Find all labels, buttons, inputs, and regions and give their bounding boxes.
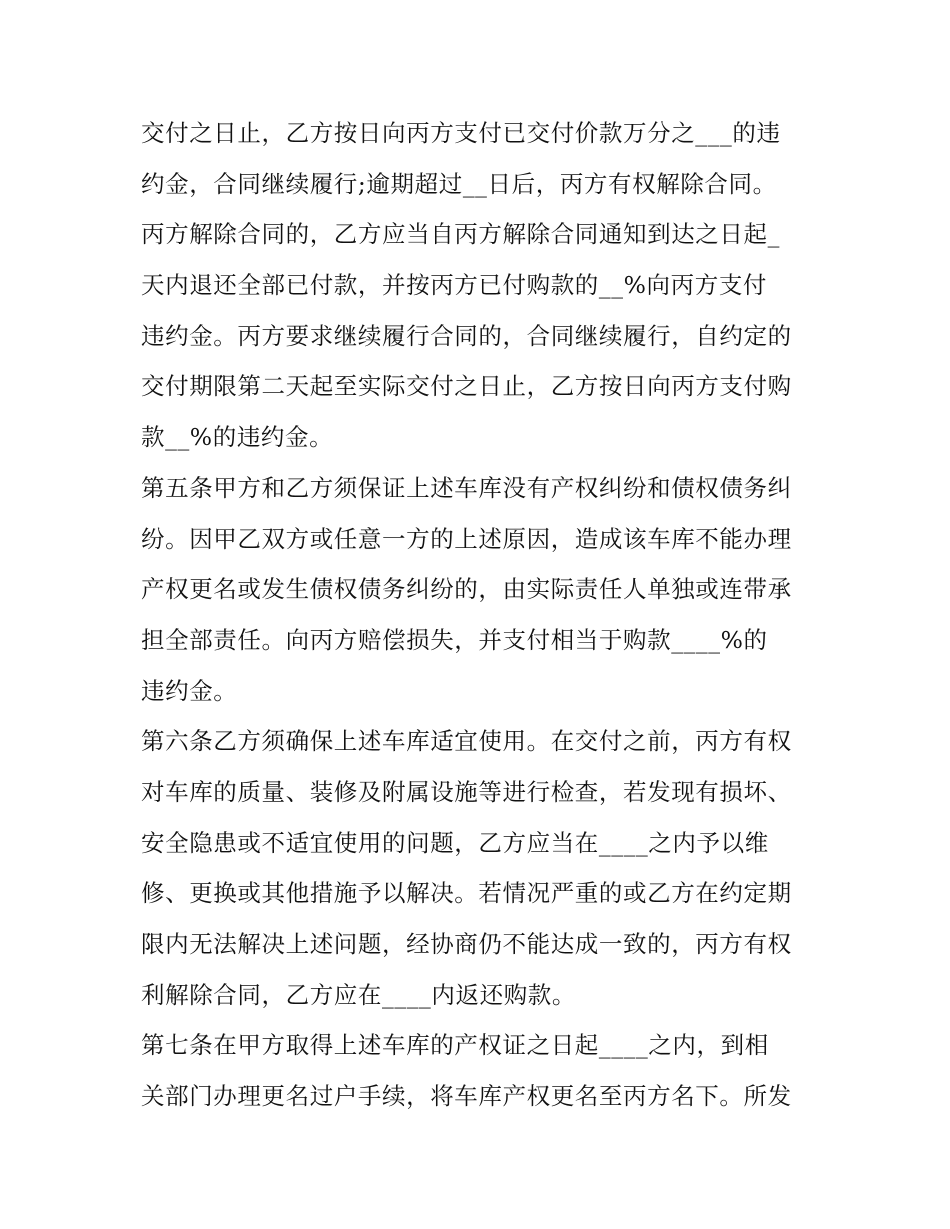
text-line-15: 安全隐患或不适宜使用的问题，乙方应当在____之内予以维 <box>141 828 769 857</box>
text-line-1: 交付之日止，乙方按日向丙方支付已交付价款万分之___的违 <box>141 119 781 147</box>
text-line-3: 丙方解除合同的，乙方应当自丙方解除合同通知到达之日起_ <box>141 220 780 249</box>
contract-body-text <box>141 108 821 1122</box>
text-line-4: 天内退还全部已付款，并按丙方已付购款的__%向丙方支付 <box>141 271 768 300</box>
text-line-9: 纷。因甲乙双方或任意一方的上述原因，造成该车库不能办理 <box>141 524 792 553</box>
text-line-11: 担全部责任。向丙方赔偿损失，并支付相当于购款____%的 <box>141 625 768 654</box>
text-line-2: 约金，合同继续履行;逾期超过__日后，丙方有权解除合同。 <box>141 169 777 198</box>
text-line-19: 第七条在甲方取得上述车库的产权证之日起____之内，到相 <box>141 1031 769 1060</box>
text-line-17: 限内无法解决上述问题，经协商仍不能达成一致的，丙方有权 <box>141 930 792 958</box>
text-line-18: 利解除合同，乙方应在____内返还购款。 <box>141 980 576 1009</box>
text-line-10: 产权更名或发生债权债务纠纷的，由实际责任人单独或连带承 <box>141 575 792 604</box>
text-line-6: 交付期限第二天起至实际交付之日止，乙方按日向丙方支付购 <box>141 372 792 401</box>
text-line-13: 第六条乙方须确保上述车库适宜使用。在交付之前，丙方有权 <box>141 727 792 756</box>
text-line-20: 关部门办理更名过户手续，将车库产权更名至丙方名下。所发 <box>141 1082 792 1111</box>
text-line-8: 第五条甲方和乙方须保证上述车库没有产权纠纷和债权债务纠 <box>141 473 792 502</box>
text-line-5: 违约金。丙方要求继续履行合同的，合同继续履行，自约定的 <box>141 321 792 350</box>
text-line-16: 修、更换或其他措施予以解决。若情况严重的或乙方在约定期 <box>141 879 792 908</box>
text-line-12: 违约金。 <box>141 676 238 705</box>
text-line-14: 对车库的质量、装修及附属设施等进行检查，若发现有损坏、 <box>141 777 792 806</box>
text-line-7: 款__%的违约金。 <box>141 423 334 452</box>
